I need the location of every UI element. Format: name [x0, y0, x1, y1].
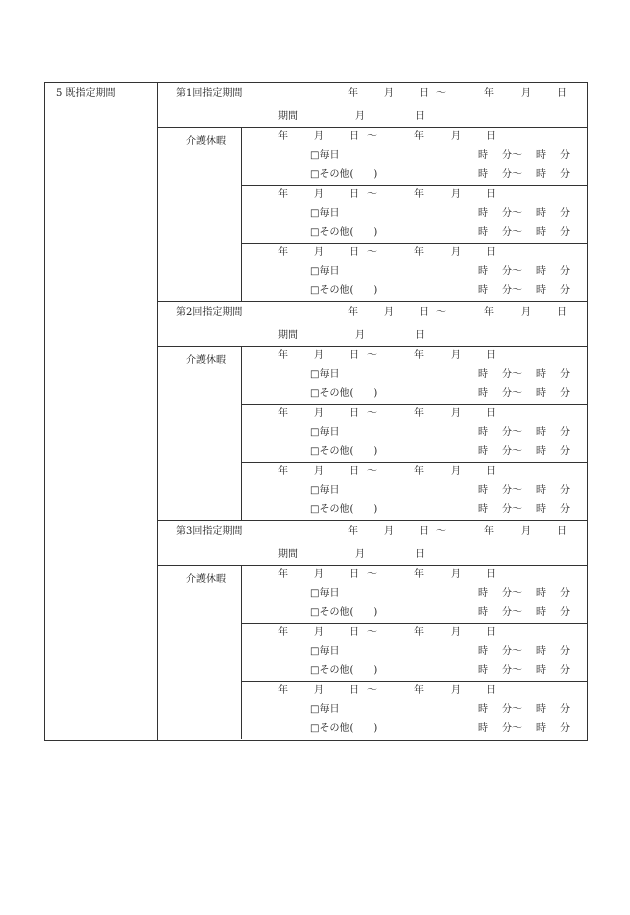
entry-year-start: 年 — [278, 247, 288, 258]
entry-month-start: 月 — [314, 408, 324, 419]
range-tilde: ～ — [436, 88, 446, 99]
time-hour-start: 時 — [478, 646, 488, 657]
time-minute-start: 分～ — [502, 446, 522, 457]
entry-tilde: ～ — [367, 685, 377, 696]
entry-day-end: 日 — [486, 408, 496, 419]
time-hour-start: 時 — [478, 504, 488, 515]
range-year-end: 年 — [484, 307, 494, 318]
daily-checkbox-option: □毎日 — [310, 588, 340, 599]
duration-day: 日 — [415, 549, 425, 560]
entry-day-start: 日 — [349, 466, 359, 477]
entry-year-end: 年 — [414, 189, 424, 200]
designation-title: 第3回指定期間 — [176, 526, 243, 537]
time-hour-end: 時 — [536, 504, 546, 515]
range-year-start: 年 — [348, 88, 358, 99]
range-month-start: 月 — [384, 88, 394, 99]
time-hour-end: 時 — [536, 446, 546, 457]
range-tilde: ～ — [436, 307, 446, 318]
time-hour-end: 時 — [536, 665, 546, 676]
time-hour-start: 時 — [478, 607, 488, 618]
entry-divider — [241, 243, 588, 244]
range-month-start: 月 — [384, 307, 394, 318]
time-minute-start: 分～ — [502, 427, 522, 438]
entry-year-start: 年 — [278, 408, 288, 419]
time-minute-end: 分 — [560, 646, 570, 657]
leave-column-divider — [241, 127, 242, 301]
entry-day-end: 日 — [486, 247, 496, 258]
daily-checkbox-option: □毎日 — [310, 704, 340, 715]
range-day-end: 日 — [557, 526, 567, 537]
other-checkbox-option: □その他( ) — [310, 227, 378, 238]
duration-label: 期間 — [278, 330, 298, 341]
time-hour-end: 時 — [536, 723, 546, 734]
time-hour-end: 時 — [536, 607, 546, 618]
time-hour-end: 時 — [536, 485, 546, 496]
column-divider — [157, 82, 158, 741]
entry-day-end: 日 — [486, 569, 496, 580]
duration-day: 日 — [415, 330, 425, 341]
time-minute-start: 分～ — [502, 504, 522, 515]
time-minute-start: 分～ — [502, 227, 522, 238]
time-minute-end: 分 — [560, 485, 570, 496]
time-hour-start: 時 — [478, 588, 488, 599]
time-minute-start: 分～ — [502, 388, 522, 399]
leave-column-divider — [241, 346, 242, 520]
time-hour-end: 時 — [536, 388, 546, 399]
designation-title: 第2回指定期間 — [176, 307, 243, 318]
time-minute-start: 分～ — [502, 369, 522, 380]
entry-day-start: 日 — [349, 350, 359, 361]
time-minute-start: 分～ — [502, 169, 522, 180]
time-hour-end: 時 — [536, 266, 546, 277]
entry-day-start: 日 — [349, 627, 359, 638]
time-hour-end: 時 — [536, 704, 546, 715]
time-hour-start: 時 — [478, 665, 488, 676]
time-hour-end: 時 — [536, 588, 546, 599]
time-minute-end: 分 — [560, 446, 570, 457]
time-minute-start: 分～ — [502, 285, 522, 296]
range-day-start: 日 — [419, 88, 429, 99]
daily-checkbox-option: □毎日 — [310, 369, 340, 380]
time-hour-start: 時 — [478, 285, 488, 296]
entry-day-end: 日 — [486, 685, 496, 696]
range-year-end: 年 — [484, 88, 494, 99]
daily-checkbox-option: □毎日 — [310, 208, 340, 219]
range-month-end: 月 — [521, 526, 531, 537]
time-minute-start: 分～ — [502, 208, 522, 219]
entry-month-end: 月 — [451, 350, 461, 361]
entry-month-end: 月 — [451, 131, 461, 142]
entry-day-start: 日 — [349, 685, 359, 696]
entry-day-start: 日 — [349, 247, 359, 258]
entry-year-end: 年 — [414, 131, 424, 142]
time-minute-end: 分 — [560, 169, 570, 180]
time-hour-end: 時 — [536, 285, 546, 296]
time-minute-start: 分～ — [502, 588, 522, 599]
time-hour-start: 時 — [478, 446, 488, 457]
time-hour-end: 時 — [536, 169, 546, 180]
other-checkbox-option: □その他( ) — [310, 169, 378, 180]
time-minute-end: 分 — [560, 369, 570, 380]
entry-month-start: 月 — [314, 350, 324, 361]
range-day-end: 日 — [557, 307, 567, 318]
time-hour-end: 時 — [536, 227, 546, 238]
entry-divider — [241, 681, 588, 682]
entry-year-start: 年 — [278, 627, 288, 638]
duration-label: 期間 — [278, 111, 298, 122]
duration-day: 日 — [415, 111, 425, 122]
range-month-end: 月 — [521, 307, 531, 318]
entry-divider — [241, 623, 588, 624]
range-tilde: ～ — [436, 526, 446, 537]
leave-column-divider — [241, 565, 242, 739]
range-month-end: 月 — [521, 88, 531, 99]
entry-day-end: 日 — [486, 350, 496, 361]
entry-tilde: ～ — [367, 131, 377, 142]
entry-year-start: 年 — [278, 569, 288, 580]
entry-month-start: 月 — [314, 685, 324, 696]
time-minute-end: 分 — [560, 427, 570, 438]
time-hour-end: 時 — [536, 208, 546, 219]
entry-year-end: 年 — [414, 569, 424, 580]
entry-year-end: 年 — [414, 627, 424, 638]
entry-month-start: 月 — [314, 627, 324, 638]
entry-month-end: 月 — [451, 466, 461, 477]
time-minute-end: 分 — [560, 388, 570, 399]
entry-tilde: ～ — [367, 247, 377, 258]
range-year-end: 年 — [484, 526, 494, 537]
time-hour-start: 時 — [478, 227, 488, 238]
time-hour-start: 時 — [478, 150, 488, 161]
designation-divider — [157, 346, 588, 347]
care-leave-label: 介護休暇 — [186, 574, 226, 585]
time-hour-end: 時 — [536, 150, 546, 161]
time-minute-end: 分 — [560, 285, 570, 296]
time-minute-end: 分 — [560, 607, 570, 618]
time-minute-end: 分 — [560, 150, 570, 161]
daily-checkbox-option: □毎日 — [310, 427, 340, 438]
entry-tilde: ～ — [367, 408, 377, 419]
entry-year-end: 年 — [414, 408, 424, 419]
duration-month: 月 — [355, 549, 365, 560]
time-hour-start: 時 — [478, 704, 488, 715]
entry-tilde: ～ — [367, 627, 377, 638]
section-label: 5 既指定期間 — [56, 88, 116, 99]
time-hour-start: 時 — [478, 427, 488, 438]
time-minute-end: 分 — [560, 266, 570, 277]
entry-year-end: 年 — [414, 247, 424, 258]
entry-day-start: 日 — [349, 189, 359, 200]
entry-year-end: 年 — [414, 685, 424, 696]
entry-tilde: ～ — [367, 569, 377, 580]
time-hour-start: 時 — [478, 208, 488, 219]
entry-day-end: 日 — [486, 627, 496, 638]
entry-month-end: 月 — [451, 189, 461, 200]
time-hour-start: 時 — [478, 485, 488, 496]
time-hour-end: 時 — [536, 646, 546, 657]
entry-month-end: 月 — [451, 247, 461, 258]
entry-month-start: 月 — [314, 189, 324, 200]
duration-month: 月 — [355, 330, 365, 341]
duration-month: 月 — [355, 111, 365, 122]
entry-divider — [241, 462, 588, 463]
other-checkbox-option: □その他( ) — [310, 504, 378, 515]
time-minute-start: 分～ — [502, 266, 522, 277]
range-day-end: 日 — [557, 88, 567, 99]
time-minute-start: 分～ — [502, 704, 522, 715]
entry-year-start: 年 — [278, 685, 288, 696]
other-checkbox-option: □その他( ) — [310, 446, 378, 457]
daily-checkbox-option: □毎日 — [310, 646, 340, 657]
entry-month-end: 月 — [451, 627, 461, 638]
entry-month-end: 月 — [451, 408, 461, 419]
entry-year-start: 年 — [278, 189, 288, 200]
time-minute-start: 分～ — [502, 150, 522, 161]
range-month-start: 月 — [384, 526, 394, 537]
entry-month-start: 月 — [314, 247, 324, 258]
designation-divider — [157, 127, 588, 128]
time-minute-end: 分 — [560, 504, 570, 515]
time-minute-end: 分 — [560, 665, 570, 676]
daily-checkbox-option: □毎日 — [310, 150, 340, 161]
entry-day-end: 日 — [486, 131, 496, 142]
range-year-start: 年 — [348, 526, 358, 537]
time-minute-start: 分～ — [502, 665, 522, 676]
other-checkbox-option: □その他( ) — [310, 388, 378, 399]
entry-month-start: 月 — [314, 569, 324, 580]
time-hour-start: 時 — [478, 266, 488, 277]
other-checkbox-option: □その他( ) — [310, 285, 378, 296]
time-minute-start: 分～ — [502, 607, 522, 618]
entry-month-end: 月 — [451, 569, 461, 580]
range-day-start: 日 — [419, 307, 429, 318]
entry-year-start: 年 — [278, 466, 288, 477]
time-minute-end: 分 — [560, 227, 570, 238]
range-year-start: 年 — [348, 307, 358, 318]
time-minute-start: 分～ — [502, 646, 522, 657]
entry-year-start: 年 — [278, 131, 288, 142]
time-hour-end: 時 — [536, 427, 546, 438]
other-checkbox-option: □その他( ) — [310, 607, 378, 618]
duration-label: 期間 — [278, 549, 298, 560]
time-hour-start: 時 — [478, 169, 488, 180]
time-hour-start: 時 — [478, 388, 488, 399]
care-leave-label: 介護休暇 — [186, 355, 226, 366]
group-divider — [157, 301, 588, 302]
entry-day-end: 日 — [486, 466, 496, 477]
time-hour-start: 時 — [478, 369, 488, 380]
time-minute-end: 分 — [560, 208, 570, 219]
designation-title: 第1回指定期間 — [176, 88, 243, 99]
range-day-start: 日 — [419, 526, 429, 537]
entry-divider — [241, 404, 588, 405]
designation-divider — [157, 565, 588, 566]
entry-day-start: 日 — [349, 131, 359, 142]
time-hour-start: 時 — [478, 723, 488, 734]
entry-day-start: 日 — [349, 569, 359, 580]
entry-month-end: 月 — [451, 685, 461, 696]
entry-tilde: ～ — [367, 466, 377, 477]
entry-tilde: ～ — [367, 189, 377, 200]
entry-year-start: 年 — [278, 350, 288, 361]
entry-year-end: 年 — [414, 350, 424, 361]
time-minute-end: 分 — [560, 704, 570, 715]
other-checkbox-option: □その他( ) — [310, 665, 378, 676]
daily-checkbox-option: □毎日 — [310, 266, 340, 277]
time-minute-start: 分～ — [502, 485, 522, 496]
entry-day-end: 日 — [486, 189, 496, 200]
entry-day-start: 日 — [349, 408, 359, 419]
time-minute-start: 分～ — [502, 723, 522, 734]
other-checkbox-option: □その他( ) — [310, 723, 378, 734]
time-hour-end: 時 — [536, 369, 546, 380]
daily-checkbox-option: □毎日 — [310, 485, 340, 496]
entry-month-start: 月 — [314, 131, 324, 142]
care-leave-label: 介護休暇 — [186, 136, 226, 147]
time-minute-end: 分 — [560, 723, 570, 734]
time-minute-end: 分 — [560, 588, 570, 599]
group-divider — [157, 520, 588, 521]
entry-year-end: 年 — [414, 466, 424, 477]
entry-divider — [241, 185, 588, 186]
entry-tilde: ～ — [367, 350, 377, 361]
entry-month-start: 月 — [314, 466, 324, 477]
